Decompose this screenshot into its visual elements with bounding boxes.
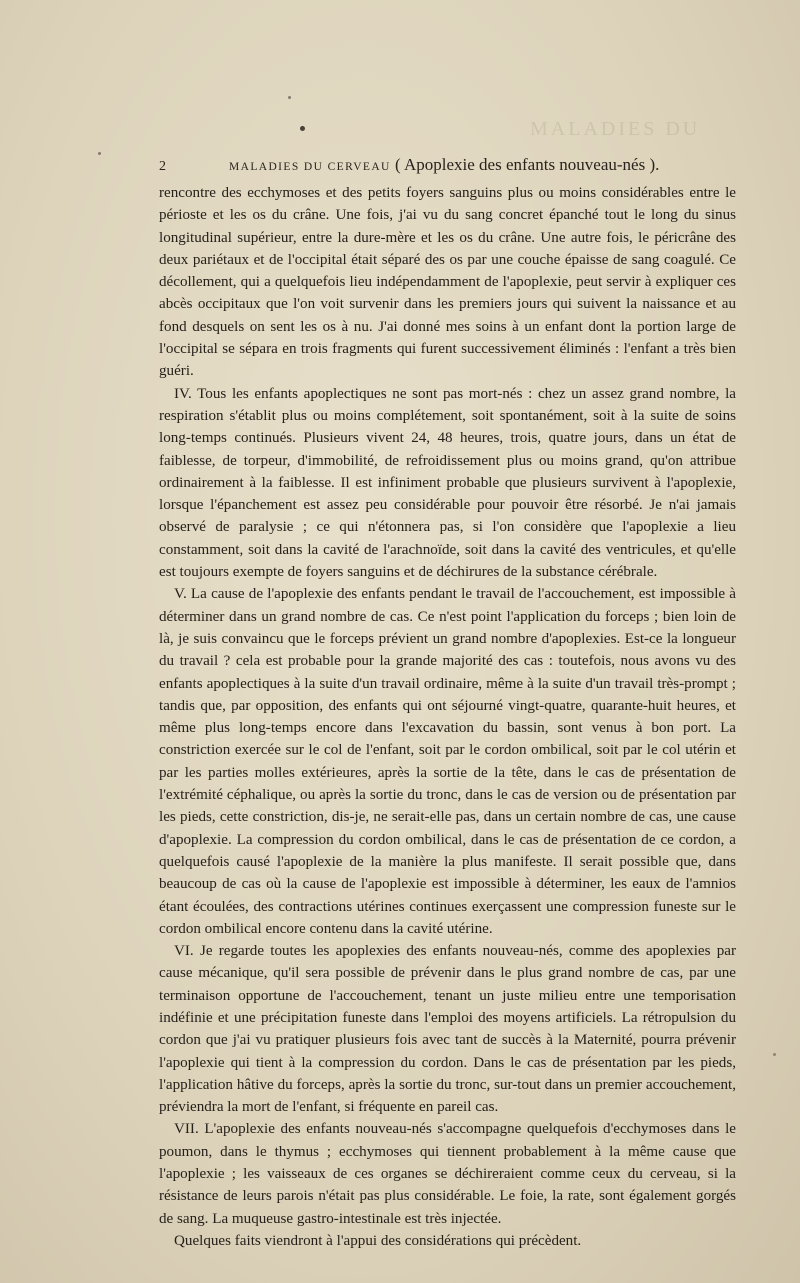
ink-spot — [98, 152, 101, 155]
ink-spot — [288, 96, 291, 99]
paragraph: V. La cause de l'apoplexie des enfants pendant le travail de l'accouchement, est impossible à déterminer dans un grand nombre de cas. Ce n'est point l'application du forceps ; bien loin de là, je suis convaincu que le forceps prévient un grand nombre d'apoplexies. Est-ce la longueur du travail ? cela est probable pour la grande majorité des cas : toutefois, nous avons vu des enfants apoplectiques à la suite d'un travail ordinaire, même à la suite d'un travail très-prompt ; tandis que, par opposition, des enfants qui ont séjourné vingt-quatre, quarante-huit heures, et même plus long-temps encore dans l'excavation du bassin, sont venus à bon port. La constriction exercée sur le col de l'enfant, soit par le cordon ombilical, soit par le col utérin et par les parties molles extérieures, après la sortie de la tête, dans le cas de présentation de l'extrémité céphalique, ou après la sortie du tronc, dans le cas de version ou de présentation par les pieds, cette constriction, dis-je, ne serait-elle pas, dans un certain nombre de cas, une cause d'apoplexie. La compression du cordon ombilical, dans le cas de présentation de ce cordon, a quelquefois causé l'apoplexie de la manière la plus manifeste. Il serait possible que, dans beaucoup de cas où la cause de l'apoplexie est impossible à déterminer, les eaux de l'amnios étant écoulées, des contractions utérines continues exerçassent une compression funeste sur le cordon ombilical encore contenu dans la cavité utérine. — [159, 586, 736, 937]
page-number: 2 — [159, 159, 166, 174]
body-text — [159, 182, 736, 1252]
paragraph: rencontre des ecchymoses et des petits foyers sanguins plus ou moins considérables entre le périoste et les os du crâne. Une fois, j'ai vu du sang concret épanché tout le long du sinus longitudinal supérieur, entre la dure-mère et les os du crâne. Une autre fois, le péricrâne des deux pariétaux et de l'occipital était séparé des os par une couche épaisse de sang coagulé. Ce décollement, qui a quelquefois lieu indépendamment de l'apoplexie, peut servir à expliquer ces abcès occipitaux que l'on voit survenir dans les premiers jours qui suivent la naissance et au fond desquels on sent les os à nu. J'ai donné mes soins à un enfant dont la portion large de l'occipital se sépara en trois fragments qui furent successivement éliminés : l'enfant a très bien guéri. — [159, 185, 736, 380]
paragraph: VI. Je regarde toutes les apoplexies des enfants nouveau-nés, comme des apoplexies par cause mécanique, qu'il sera possible de prévenir dans le plus grand nombre de cas, par une terminaison opportune de l'accouchement, tenant un juste milieu entre une temporisation indéfinie et une précipitation funeste dans l'emploi des moyens artificiels. La rétropulsion du cordon que j'ai vu pratiquer plusieurs fois avec tant de succès à la Maternité, pourra prévenir l'apoplexie qui tient à la compression du cordon. Dans le cas de présentation par les pieds, l'application hâtive du forceps, après la sortie du tronc, sur-tout dans un premier accouchement, préviendra la mort de l'enfant, si fréquente en pareil cas. — [159, 943, 736, 1116]
page-header — [159, 155, 660, 177]
paragraph: VII. L'apoplexie des enfants nouveau-nés s'accompagne quelquefois d'ecchymoses dans le poumon, dans le thymus ; ecchymoses qui tiennent probablement à la même cause que l'apoplexie ; les vaisseaux de ces organes se déchireraient comme ceux du cerveau, si la résistance de leurs parois n'était pas plus considérable. Le foie, la rate, sont également gorgés de sang. La muqueuse gastro-intestinale est très injectée. — [159, 1121, 736, 1227]
paragraph: Quelques faits viendront à l'appui des considérations qui précèdent. — [174, 1232, 582, 1249]
running-head — [229, 155, 659, 175]
paragraph: IV. Tous les enfants apoplectiques ne sont pas mort-nés : chez un assez grand nombre, la respiration s'établit plus ou moins complétement, soit spontanément, soit à la suite de soins long-temps continués. Plusieurs vivent 24, 48 heures, trois, quatre jours, dans un état de faiblesse, de torpeur, d'immobilité, de refroidissement plus ou moins grand, qu'on attribue ordinairement à la faiblesse. Il est infiniment probable que plusieurs survivent à l'apoplexie, lorsque l'épanchement est assez peu considérable pour pouvoir être résorbé. Je n'ai jamais observé de paralysie ; ce qui n'étonnera pas, si l'on considère que l'apoplexie a lieu constamment, soit dans la cavité de l'arachnoïde, soit dans la cavité des ventricules, et qu'elle est toujours exempte de foyers sanguins et de déchirures de la substance cérébrale. — [159, 385, 736, 581]
bleed-through-text: MALADIES DU — [530, 118, 701, 140]
running-head-title: MALADIES DU CERVEAU — [229, 161, 391, 173]
ink-spot — [300, 126, 305, 131]
ink-spot — [773, 1053, 776, 1056]
running-head-subject: ( Apoplexie des enfants nouveau-nés ). — [390, 155, 660, 174]
